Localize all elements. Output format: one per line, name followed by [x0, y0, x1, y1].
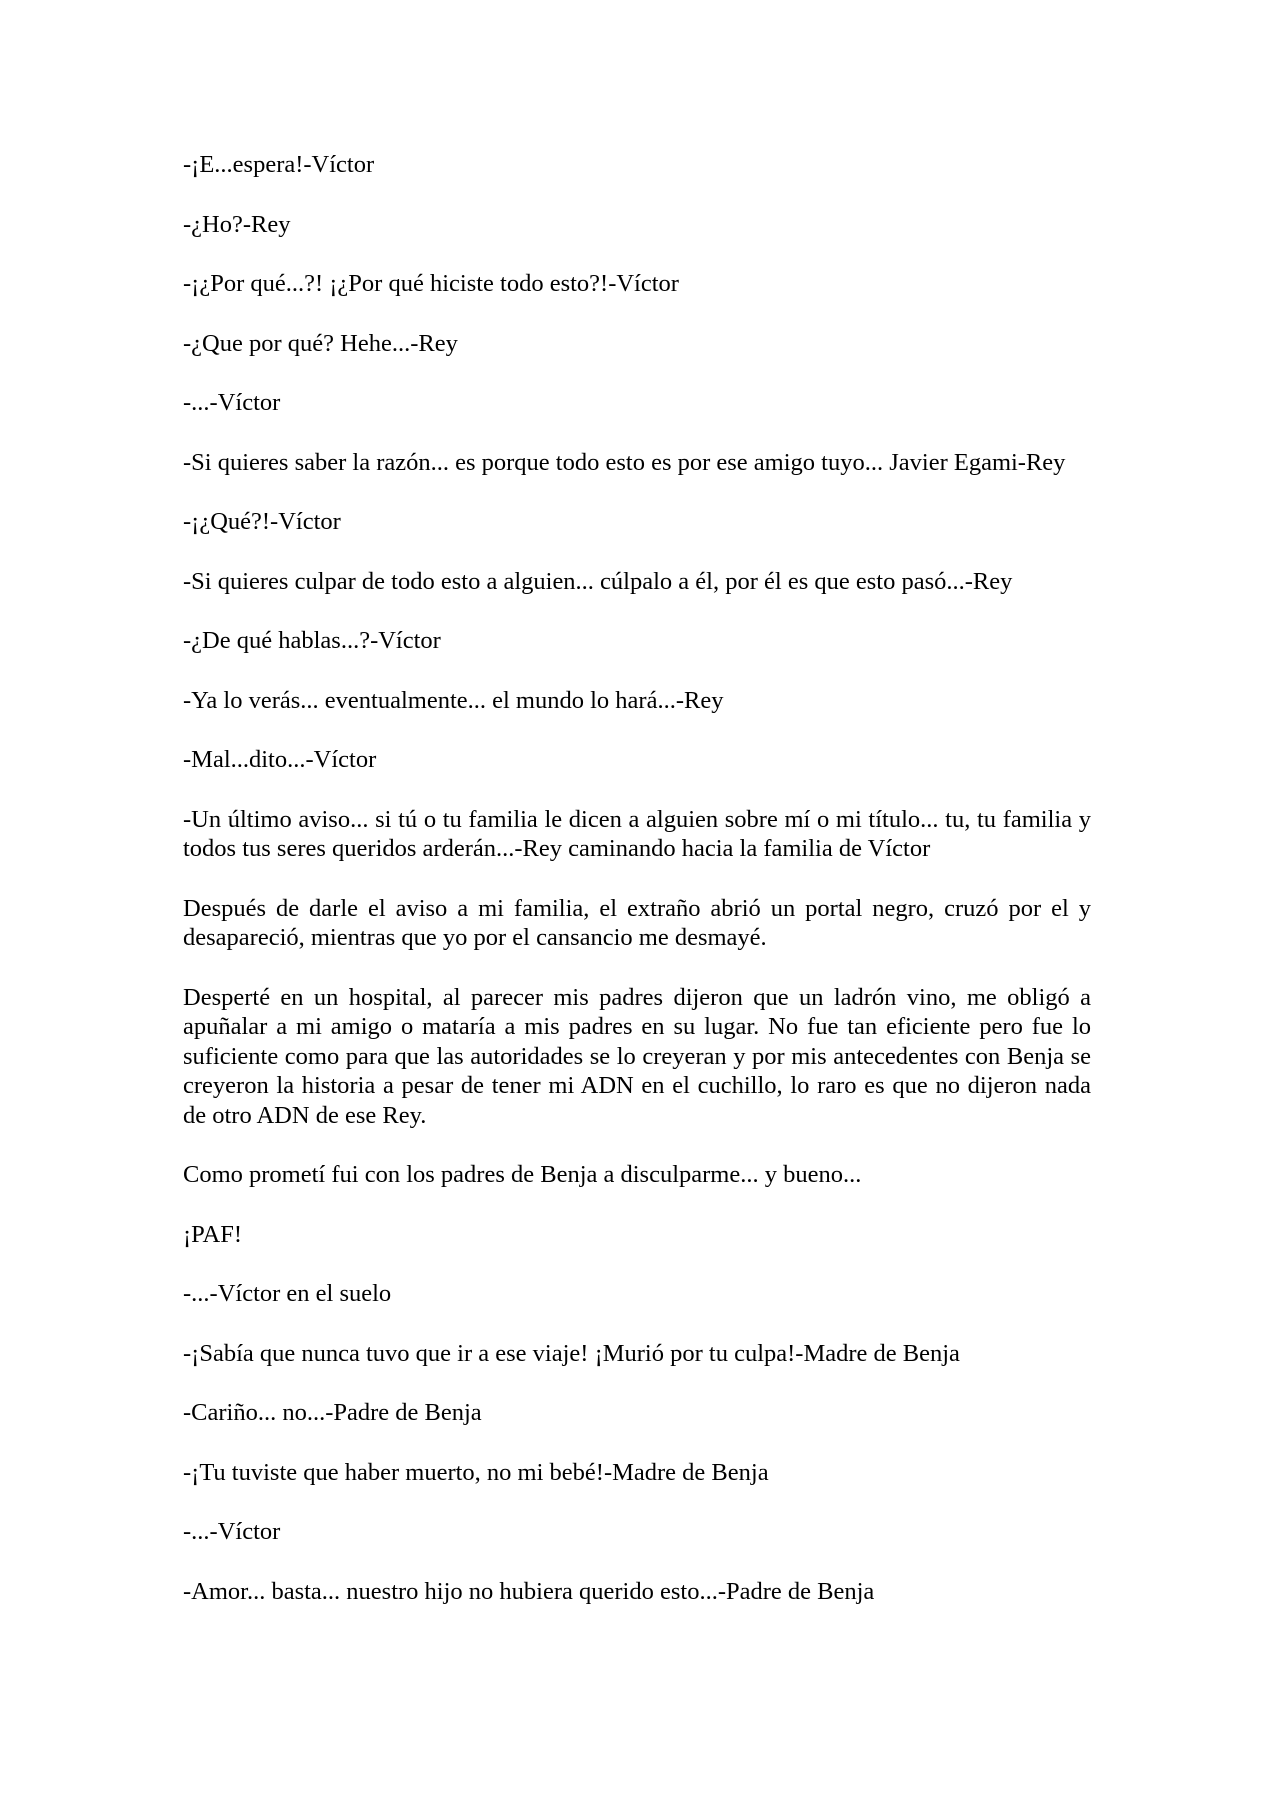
- dialogue-line: -¿Ho?-Rey: [183, 210, 291, 238]
- dialogue-line: -Ya lo verás... eventualmente... el mundo lo hará...-Rey: [183, 686, 724, 714]
- dialogue-line: -...-Víctor: [183, 1518, 281, 1545]
- document-body: [183, 150, 1091, 1636]
- narration-paragraph: Como prometí fui con los padres de Benja a disculparme... y bueno...: [183, 1161, 862, 1188]
- dialogue-line: -¡¿Qué?!-Víctor: [183, 508, 341, 535]
- dialogue-line: -...-Víctor: [183, 389, 281, 416]
- dialogue-line: -Un último aviso... si tú o tu familia le dicen a alguien sobre mí o mi título... tu, tu familia y todos tus seres queridos arderán...-Rey caminando hacia la familia de Víctor: [183, 805, 1091, 862]
- narration-paragraph: Después de darle el aviso a mi familia, el extraño abrió un portal negro, cruzó por el y desapareció, mientras que yo por el cansancio me desmayé.: [183, 894, 1091, 951]
- dialogue-line: -Si quieres saber la razón... es porque todo esto es por ese amigo tuyo... Javier Egami-Rey: [183, 448, 1066, 476]
- dialogue-line: -¡Sabía que nunca tuvo que ir a ese viaje! ¡Murió por tu culpa!-Madre de Benja: [183, 1339, 960, 1367]
- dialogue-line: -¡E...espera!-Víctor: [183, 151, 375, 178]
- dialogue-line: -Mal...dito...-Víctor: [183, 746, 377, 773]
- dialogue-line: -Cariño... no...-Padre de Benja: [183, 1399, 482, 1426]
- dialogue-line: -Amor... basta... nuestro hijo no hubiera querido esto...-Padre de Benja: [183, 1577, 875, 1605]
- dialogue-line: -¿Que por qué? Hehe...-Rey: [183, 329, 458, 357]
- dialogue-line: -¡Tu tuviste que haber muerto, no mi bebé!-Madre de Benja: [183, 1458, 769, 1486]
- dialogue-line: -¿De qué hablas...?-Víctor: [183, 627, 441, 654]
- dialogue-line: -Si quieres culpar de todo esto a alguien... cúlpalo a él, por él es que esto pasó...-Rey: [183, 567, 1013, 595]
- dialogue-line: -¡¿Por qué...?! ¡¿Por qué hiciste todo esto?!-Víctor: [183, 270, 679, 297]
- sound-effect-line: ¡PAF!: [183, 1220, 243, 1248]
- dialogue-line: -...-Víctor en el suelo: [183, 1280, 392, 1307]
- narration-paragraph: Desperté en un hospital, al parecer mis padres dijeron que un ladrón vino, me obligó a apuñalar a mi amigo o mataría a mis padres en su lugar. No fue tan eficiente pero fue lo suficiente como para que las autoridades se lo creyeran y por mis antecedentes con Benja se creyeron la historia a pesar de tener mi ADN en el cuchillo, lo raro es que no dijeron nada de otro ADN de ese Rey.: [183, 983, 1091, 1129]
